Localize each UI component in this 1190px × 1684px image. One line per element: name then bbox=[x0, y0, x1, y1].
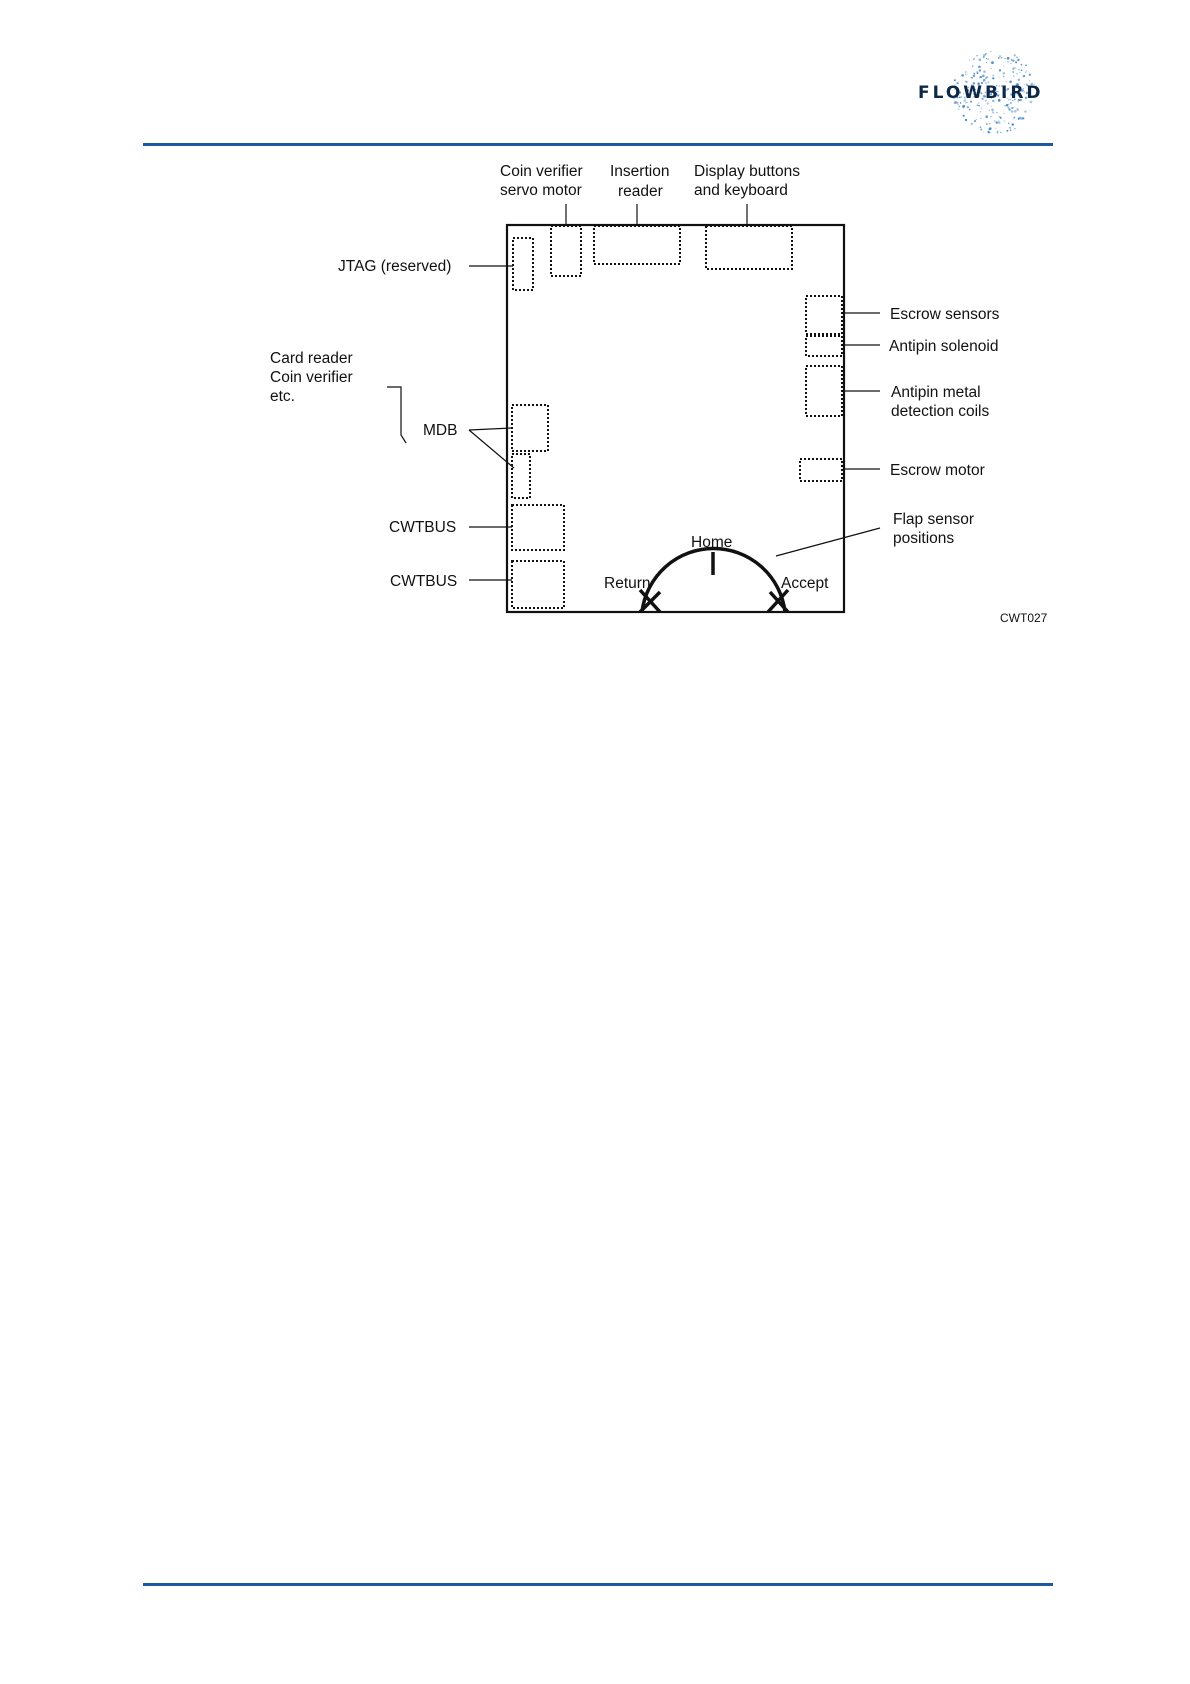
label-antipin-metal: Antipin metal bbox=[891, 384, 981, 401]
label-cwtbus-2: CWTBUS bbox=[390, 573, 458, 590]
display-connector bbox=[706, 226, 792, 269]
cwtbus-connector-2 bbox=[512, 561, 564, 608]
label-accept: Accept bbox=[781, 575, 829, 592]
footer-rule bbox=[143, 1583, 1053, 1586]
label-servo-motor: servo motor bbox=[500, 182, 582, 199]
antipin-solenoid-connector bbox=[806, 336, 842, 356]
label-reader: reader bbox=[618, 183, 663, 200]
label-positions: positions bbox=[893, 530, 955, 547]
label-return: Return bbox=[604, 575, 651, 592]
label-mdb: MDB bbox=[423, 422, 458, 439]
jtag-connector bbox=[513, 238, 533, 290]
label-home: Home bbox=[691, 534, 733, 551]
label-insertion: Insertion bbox=[610, 163, 670, 180]
board-outline bbox=[507, 225, 844, 612]
label-cwtbus-1: CWTBUS bbox=[389, 519, 457, 536]
label-card-reader: Card reader bbox=[270, 350, 353, 367]
label-coin-verifier: Coin verifier bbox=[500, 163, 583, 180]
escrow-motor-connector bbox=[800, 459, 842, 481]
insertion-reader-connector bbox=[594, 226, 680, 264]
escrow-sensors-connector bbox=[806, 296, 842, 334]
label-detection-coils: detection coils bbox=[891, 403, 990, 420]
label-etc: etc. bbox=[270, 388, 295, 405]
label-coin-verifier-2: Coin verifier bbox=[270, 369, 353, 386]
label-escrow-motor: Escrow motor bbox=[890, 462, 985, 479]
antipin-coils-connector bbox=[806, 366, 842, 416]
servo-connector bbox=[551, 226, 581, 276]
flap-sensor-leader bbox=[776, 528, 880, 556]
label-jtag: JTAG (reserved) bbox=[338, 258, 452, 275]
label-flap-sensor: Flap sensor bbox=[893, 511, 974, 528]
mdb-connector-2 bbox=[512, 454, 530, 498]
figure-id: CWT027 bbox=[1000, 611, 1048, 625]
label-antipin-solenoid: Antipin solenoid bbox=[889, 338, 999, 355]
board-connector-diagram bbox=[0, 0, 1190, 700]
mdb-connector-1 bbox=[512, 405, 548, 451]
label-display-buttons: Display buttons bbox=[694, 163, 800, 180]
logo-wordmark: FLOWBIRD bbox=[918, 83, 1044, 103]
label-and-keyboard: and keyboard bbox=[694, 182, 788, 199]
cwtbus-connector-1 bbox=[512, 505, 564, 550]
card-reader-bracket bbox=[387, 387, 406, 443]
label-escrow-sensors: Escrow sensors bbox=[890, 306, 1000, 323]
mdb-leader-1 bbox=[469, 428, 512, 430]
